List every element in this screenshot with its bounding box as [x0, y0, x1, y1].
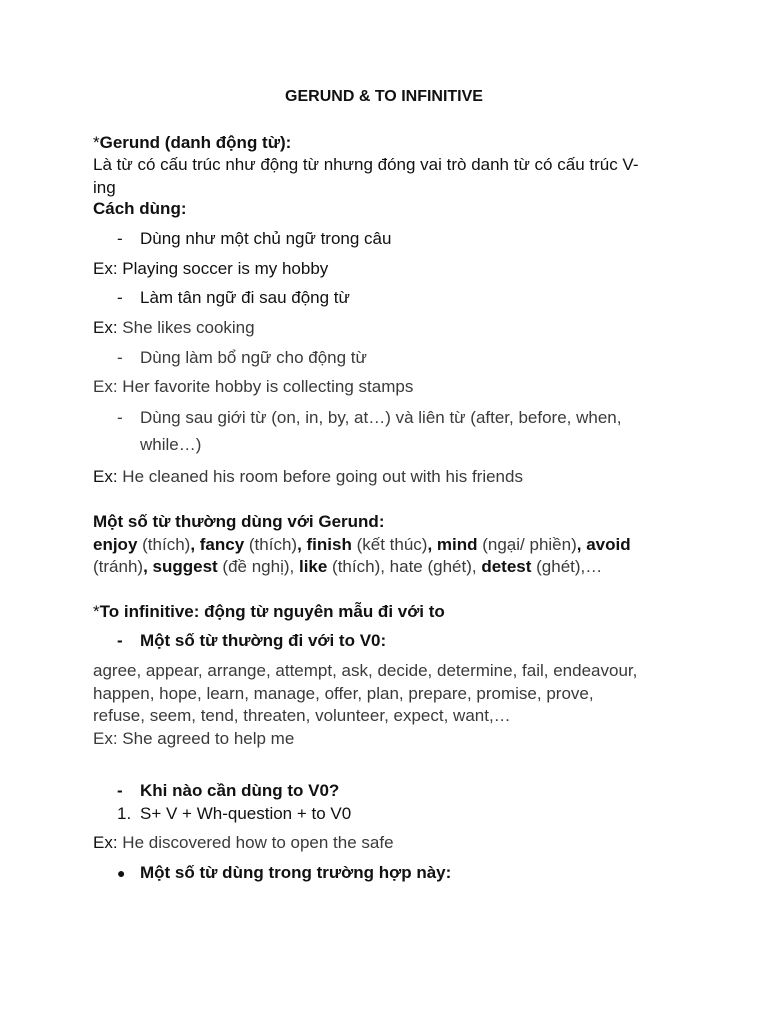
common-words-line-1: enjoy (thích), fancy (thích), finish (kết thúc), mind (ngại/ phiền), avoid: [93, 535, 631, 554]
bullet-heading: Một số từ dùng trong trường hợp này:: [140, 863, 452, 882]
asterisk: *: [93, 133, 100, 152]
example-text: She likes cooking: [122, 318, 255, 337]
rule: S+ V + Wh-question + to V0: [140, 804, 352, 823]
example-text: Playing soccer is my hobby: [122, 259, 329, 278]
bullet-icon: ●: [117, 865, 126, 881]
gerund-heading: [93, 132, 291, 154]
word-list-line: agree, appear, arrange, attempt, ask, decide, determine, fail, endeavour,: [93, 661, 638, 680]
word-list-line: refuse, seem, tend, threaten, volunteer, expect, want,…: [93, 706, 511, 725]
example: Ex: Playing soccer is my hobby: [93, 259, 329, 278]
document-title: GERUND & TO INFINITIVE: [285, 88, 483, 105]
dash-marker: -: [117, 781, 123, 800]
rule-number: 1.: [117, 804, 132, 823]
infinitive-heading: *To infinitive: động từ nguyên mẫu đi với to: [93, 602, 445, 621]
dash-marker: -: [117, 288, 123, 307]
usage-item: Dùng như một chủ ngữ trong câu: [140, 229, 392, 248]
common-words-heading: Một số từ thường dùng với Gerund:: [93, 512, 385, 531]
when-heading: Khi nào cần dùng to V0?: [140, 781, 340, 800]
gerund-definition-cont: ing: [93, 178, 116, 197]
gerund-heading-text: Gerund (danh động từ):: [99, 133, 292, 152]
example: Ex: He discovered how to open the safe: [93, 833, 394, 852]
dash-marker: -: [117, 408, 123, 427]
word-list-line: happen, hope, learn, manage, offer, plan, prepare, promise, prove,: [93, 684, 594, 703]
dash-marker: -: [117, 631, 123, 650]
dash-marker: -: [117, 348, 123, 367]
usage-heading: Cách dùng:: [93, 199, 187, 218]
usage-item: Dùng làm bổ ngữ cho động từ: [140, 348, 367, 367]
gerund-definition: Là từ có cấu trúc như động từ nhưng đóng vai trò danh từ có cấu trúc V-: [93, 155, 639, 174]
usage-item-cont: while…): [140, 435, 202, 454]
infinitive-subheading: Một số từ thường đi với to V0:: [140, 631, 387, 650]
dash-marker: -: [117, 229, 123, 248]
common-words-line-2: (tránh), suggest (đề nghị), like (thích), hate (ghét), detest (ghét),…: [93, 557, 603, 576]
usage-item: Làm tân ngữ đi sau động từ: [140, 288, 350, 307]
example-text: Her favorite hobby is collecting stamps: [122, 377, 414, 396]
example: Ex: She likes cooking: [93, 318, 255, 337]
example-text: He cleaned his room before going out with his friends: [122, 467, 523, 486]
example: Ex: He cleaned his room before going out with his friends: [93, 467, 523, 486]
usage-item: Dùng sau giới từ (on, in, by, at…) và liên từ (after, before, when,: [140, 408, 622, 427]
example: Ex: Her favorite hobby is collecting stamps: [93, 377, 414, 396]
example: Ex: She agreed to help me: [93, 729, 295, 748]
